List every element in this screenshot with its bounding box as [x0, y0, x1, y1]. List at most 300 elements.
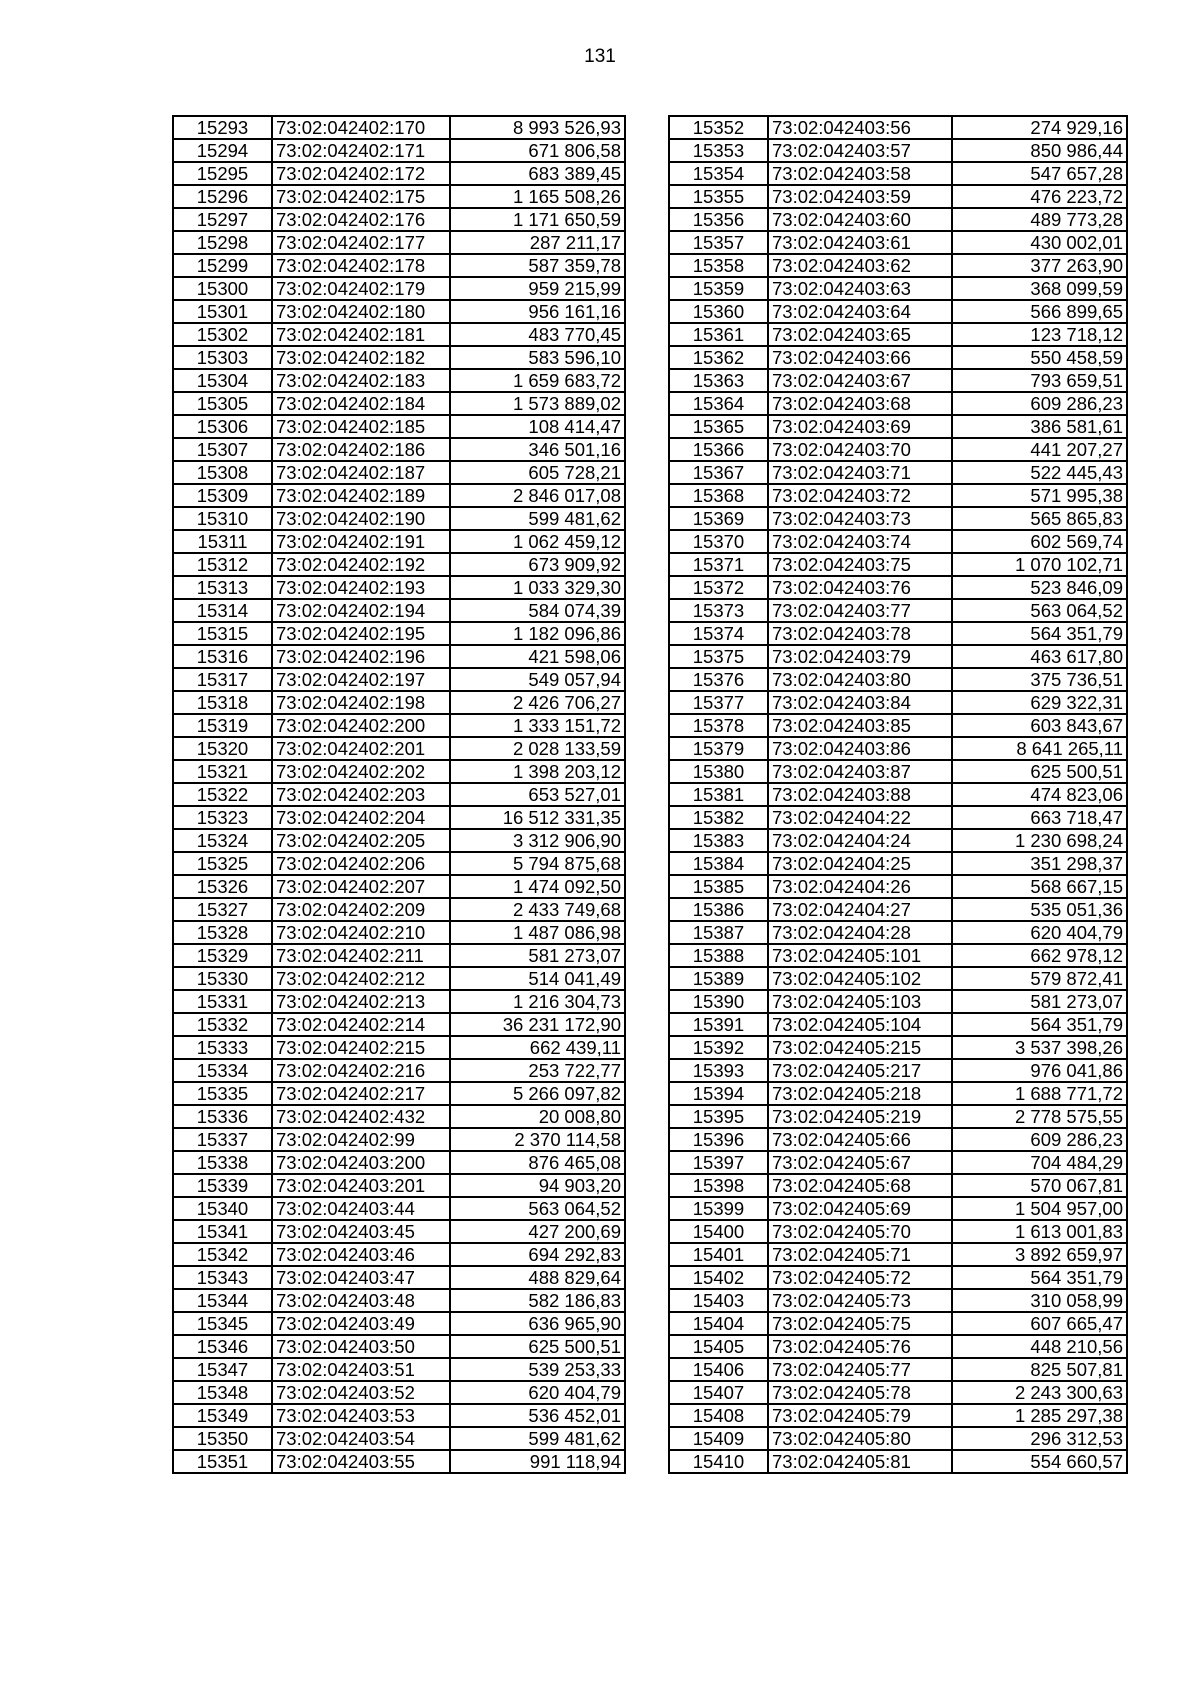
cadastral-number-cell: 73:02:042403:65: [768, 323, 952, 346]
value-cell: 514 041,49: [450, 967, 625, 990]
value-cell: 287 211,17: [450, 231, 625, 254]
row-number-cell: 15355: [669, 185, 768, 208]
row-number-cell: 15357: [669, 231, 768, 254]
cadastral-number-cell: 73:02:042403:200: [272, 1151, 450, 1174]
table-row: [173, 1427, 625, 1450]
cadastral-number-cell: 73:02:042403:62: [768, 254, 952, 277]
cadastral-number-cell: 73:02:042403:61: [768, 231, 952, 254]
row-number-cell: 15383: [669, 829, 768, 852]
table-row: [173, 1404, 625, 1427]
row-number-cell: 15304: [173, 369, 272, 392]
row-number-cell: 15319: [173, 714, 272, 737]
row-number-cell: 15346: [173, 1335, 272, 1358]
value-cell: 1 165 508,26: [450, 185, 625, 208]
row-number-cell: 15373: [669, 599, 768, 622]
table-row: [669, 392, 1127, 415]
row-number-cell: 15376: [669, 668, 768, 691]
cadastral-number-cell: 73:02:042403:87: [768, 760, 952, 783]
table-row: [173, 1174, 625, 1197]
row-number-cell: 15353: [669, 139, 768, 162]
cadastral-number-cell: 73:02:042405:67: [768, 1151, 952, 1174]
table-row: [173, 645, 625, 668]
row-number-cell: 15318: [173, 691, 272, 714]
value-cell: 793 659,51: [952, 369, 1127, 392]
value-cell: 427 200,69: [450, 1220, 625, 1243]
row-number-cell: 15403: [669, 1289, 768, 1312]
row-number-cell: 15402: [669, 1266, 768, 1289]
cadastral-number-cell: 73:02:042402:181: [272, 323, 450, 346]
value-cell: 5 266 097,82: [450, 1082, 625, 1105]
value-cell: 564 351,79: [952, 622, 1127, 645]
value-cell: 976 041,86: [952, 1059, 1127, 1082]
value-cell: 2 370 114,58: [450, 1128, 625, 1151]
row-number-cell: 15363: [669, 369, 768, 392]
value-cell: 599 481,62: [450, 507, 625, 530]
row-number-cell: 15384: [669, 852, 768, 875]
table-row: [173, 1151, 625, 1174]
value-cell: 570 067,81: [952, 1174, 1127, 1197]
row-number-cell: 15352: [669, 116, 768, 139]
row-number-cell: 15366: [669, 438, 768, 461]
value-cell: 704 484,29: [952, 1151, 1127, 1174]
row-number-cell: 15400: [669, 1220, 768, 1243]
value-cell: 522 445,43: [952, 461, 1127, 484]
table-row: [173, 944, 625, 967]
row-number-cell: 15340: [173, 1197, 272, 1220]
value-cell: 602 569,74: [952, 530, 1127, 553]
value-cell: 579 872,41: [952, 967, 1127, 990]
value-cell: 629 322,31: [952, 691, 1127, 714]
value-cell: 582 186,83: [450, 1289, 625, 1312]
row-number-cell: 15361: [669, 323, 768, 346]
row-number-cell: 15410: [669, 1450, 768, 1473]
value-cell: 2 426 706,27: [450, 691, 625, 714]
row-number-cell: 15380: [669, 760, 768, 783]
cadastral-number-cell: 73:02:042402:176: [272, 208, 450, 231]
table-row: [173, 1335, 625, 1358]
row-number-cell: 15313: [173, 576, 272, 599]
table-row: [669, 277, 1127, 300]
cadastral-number-cell: 73:02:042403:68: [768, 392, 952, 415]
cadastral-number-cell: 73:02:042405:80: [768, 1427, 952, 1450]
table-row: [669, 185, 1127, 208]
value-cell: 488 829,64: [450, 1266, 625, 1289]
row-number-cell: 15378: [669, 714, 768, 737]
value-cell: 959 215,99: [450, 277, 625, 300]
table-row: [669, 806, 1127, 829]
value-cell: 673 909,92: [450, 553, 625, 576]
table-row: [173, 599, 625, 622]
value-cell: 483 770,45: [450, 323, 625, 346]
value-cell: 2 846 017,08: [450, 484, 625, 507]
cadastral-number-cell: 73:02:042403:63: [768, 277, 952, 300]
cadastral-number-cell: 73:02:042403:76: [768, 576, 952, 599]
row-number-cell: 15349: [173, 1404, 272, 1427]
cadastral-number-cell: 73:02:042402:172: [272, 162, 450, 185]
table-row: [173, 162, 625, 185]
value-cell: 448 210,56: [952, 1335, 1127, 1358]
table-row: [669, 622, 1127, 645]
table-row: [669, 1312, 1127, 1335]
value-cell: 2 243 300,63: [952, 1381, 1127, 1404]
cadastral-number-cell: 73:02:042403:72: [768, 484, 952, 507]
value-cell: 587 359,78: [450, 254, 625, 277]
table-row: [669, 300, 1127, 323]
table-row: [669, 139, 1127, 162]
table-row: [173, 990, 625, 1013]
row-number-cell: 15387: [669, 921, 768, 944]
cadastral-number-cell: 73:02:042403:79: [768, 645, 952, 668]
row-number-cell: 15390: [669, 990, 768, 1013]
row-number-cell: 15294: [173, 139, 272, 162]
cadastral-number-cell: 73:02:042403:77: [768, 599, 952, 622]
value-cell: 1 230 698,24: [952, 829, 1127, 852]
row-number-cell: 15348: [173, 1381, 272, 1404]
cadastral-number-cell: 73:02:042405:215: [768, 1036, 952, 1059]
row-number-cell: 15326: [173, 875, 272, 898]
table-row: [173, 829, 625, 852]
table-row: [669, 944, 1127, 967]
value-cell: 607 665,47: [952, 1312, 1127, 1335]
table-row: [669, 1427, 1127, 1450]
cadastral-number-cell: 73:02:042403:85: [768, 714, 952, 737]
table-row: [173, 461, 625, 484]
table-row: [669, 875, 1127, 898]
row-number-cell: 15370: [669, 530, 768, 553]
cadastral-number-cell: 73:02:042402:171: [272, 139, 450, 162]
row-number-cell: 15296: [173, 185, 272, 208]
value-cell: 581 273,07: [952, 990, 1127, 1013]
value-cell: 605 728,21: [450, 461, 625, 484]
cadastral-number-cell: 73:02:042403:60: [768, 208, 952, 231]
table-row: [173, 760, 625, 783]
cadastral-number-cell: 73:02:042402:209: [272, 898, 450, 921]
value-cell: 1 487 086,98: [450, 921, 625, 944]
table-row: [669, 1220, 1127, 1243]
value-cell: 663 718,47: [952, 806, 1127, 829]
table-row: [173, 1059, 625, 1082]
table-row: [173, 1450, 625, 1473]
value-cell: 1 659 683,72: [450, 369, 625, 392]
table-row: [669, 254, 1127, 277]
cadastral-number-cell: 73:02:042403:50: [272, 1335, 450, 1358]
cadastral-number-cell: 73:02:042402:180: [272, 300, 450, 323]
table-row: [669, 1404, 1127, 1427]
value-cell: 296 312,53: [952, 1427, 1127, 1450]
table-row: [669, 1013, 1127, 1036]
cadastral-number-cell: 73:02:042405:101: [768, 944, 952, 967]
row-number-cell: 15369: [669, 507, 768, 530]
value-cell: 253 722,77: [450, 1059, 625, 1082]
table-row: [173, 1197, 625, 1220]
table-row: [669, 369, 1127, 392]
row-number-cell: 15404: [669, 1312, 768, 1335]
cadastral-number-cell: 73:02:042405:76: [768, 1335, 952, 1358]
table-row: [173, 346, 625, 369]
cadastral-number-cell: 73:02:042402:216: [272, 1059, 450, 1082]
cadastral-number-cell: 73:02:042405:70: [768, 1220, 952, 1243]
table-body: [669, 116, 1127, 1473]
table-row: [173, 254, 625, 277]
value-cell: 1 573 889,02: [450, 392, 625, 415]
value-cell: 351 298,37: [952, 852, 1127, 875]
cadastral-number-cell: 73:02:042402:210: [272, 921, 450, 944]
row-number-cell: 15374: [669, 622, 768, 645]
cadastral-number-cell: 73:02:042402:187: [272, 461, 450, 484]
value-cell: 20 008,80: [450, 1105, 625, 1128]
value-cell: 564 351,79: [952, 1013, 1127, 1036]
table-row: [669, 461, 1127, 484]
cadastral-number-cell: 73:02:042405:103: [768, 990, 952, 1013]
table-row: [173, 231, 625, 254]
cadastral-number-cell: 73:02:042403:78: [768, 622, 952, 645]
table-row: [173, 530, 625, 553]
row-number-cell: 15330: [173, 967, 272, 990]
table-row: [173, 116, 625, 139]
value-cell: 563 064,52: [450, 1197, 625, 1220]
value-cell: 1 182 096,86: [450, 622, 625, 645]
table-row: [173, 714, 625, 737]
row-number-cell: 15308: [173, 461, 272, 484]
cadastral-number-cell: 73:02:042402:177: [272, 231, 450, 254]
cadastral-number-cell: 73:02:042402:182: [272, 346, 450, 369]
row-number-cell: 15396: [669, 1128, 768, 1151]
row-number-cell: 15307: [173, 438, 272, 461]
table-row: [173, 737, 625, 760]
cadastral-number-cell: 73:02:042405:69: [768, 1197, 952, 1220]
row-number-cell: 15385: [669, 875, 768, 898]
row-number-cell: 15301: [173, 300, 272, 323]
row-number-cell: 15305: [173, 392, 272, 415]
table-row: [173, 1358, 625, 1381]
row-number-cell: 15368: [669, 484, 768, 507]
cadastral-number-cell: 73:02:042403:46: [272, 1243, 450, 1266]
value-cell: 554 660,57: [952, 1450, 1127, 1473]
row-number-cell: 15300: [173, 277, 272, 300]
row-number-cell: 15401: [669, 1243, 768, 1266]
row-number-cell: 15302: [173, 323, 272, 346]
table-row: [173, 1220, 625, 1243]
value-cell: 377 263,90: [952, 254, 1127, 277]
table-row: [669, 1243, 1127, 1266]
cadastral-number-cell: 73:02:042402:178: [272, 254, 450, 277]
cadastral-number-cell: 73:02:042404:26: [768, 875, 952, 898]
row-number-cell: 15306: [173, 415, 272, 438]
table-row: [173, 1312, 625, 1335]
cadastral-number-cell: 73:02:042403:84: [768, 691, 952, 714]
cadastral-number-cell: 73:02:042403:71: [768, 461, 952, 484]
cadastral-number-cell: 73:02:042403:47: [272, 1266, 450, 1289]
row-number-cell: 15394: [669, 1082, 768, 1105]
table-row: [173, 1289, 625, 1312]
row-number-cell: 15351: [173, 1450, 272, 1473]
table-row: [669, 208, 1127, 231]
row-number-cell: 15336: [173, 1105, 272, 1128]
registry-table-left: [172, 115, 626, 1474]
row-number-cell: 15409: [669, 1427, 768, 1450]
row-number-cell: 15324: [173, 829, 272, 852]
table-row: [173, 622, 625, 645]
row-number-cell: 15347: [173, 1358, 272, 1381]
table-row: [669, 346, 1127, 369]
cadastral-number-cell: 73:02:042402:202: [272, 760, 450, 783]
table-row: [669, 1036, 1127, 1059]
table-row: [669, 231, 1127, 254]
cadastral-number-cell: 73:02:042405:71: [768, 1243, 952, 1266]
row-number-cell: 15339: [173, 1174, 272, 1197]
table-row: [669, 898, 1127, 921]
row-number-cell: 15317: [173, 668, 272, 691]
value-cell: 671 806,58: [450, 139, 625, 162]
row-number-cell: 15303: [173, 346, 272, 369]
cadastral-number-cell: 73:02:042403:56: [768, 116, 952, 139]
page-number: 131: [584, 46, 616, 67]
table-row: [669, 1358, 1127, 1381]
cadastral-number-cell: 73:02:042403:45: [272, 1220, 450, 1243]
value-cell: 476 223,72: [952, 185, 1127, 208]
row-number-cell: 15334: [173, 1059, 272, 1082]
row-number-cell: 15323: [173, 806, 272, 829]
cadastral-number-cell: 73:02:042402:217: [272, 1082, 450, 1105]
table-row: [173, 415, 625, 438]
cadastral-number-cell: 73:02:042402:186: [272, 438, 450, 461]
value-cell: 310 058,99: [952, 1289, 1127, 1312]
value-cell: 625 500,51: [952, 760, 1127, 783]
table-row: [669, 1151, 1127, 1174]
value-cell: 566 899,65: [952, 300, 1127, 323]
value-cell: 123 718,12: [952, 323, 1127, 346]
row-number-cell: 15329: [173, 944, 272, 967]
cadastral-number-cell: 73:02:042402:193: [272, 576, 450, 599]
cadastral-number-cell: 73:02:042402:179: [272, 277, 450, 300]
table-row: [173, 852, 625, 875]
table-row: [173, 208, 625, 231]
row-number-cell: 15362: [669, 346, 768, 369]
cadastral-number-cell: 73:02:042402:201: [272, 737, 450, 760]
table-row: [669, 162, 1127, 185]
row-number-cell: 15298: [173, 231, 272, 254]
value-cell: 1 474 092,50: [450, 875, 625, 898]
cadastral-number-cell: 73:02:042403:52: [272, 1381, 450, 1404]
registry-table-right: [668, 115, 1128, 1474]
table-row: [173, 139, 625, 162]
cadastral-number-cell: 73:02:042403:80: [768, 668, 952, 691]
row-number-cell: 15295: [173, 162, 272, 185]
value-cell: 876 465,08: [450, 1151, 625, 1174]
table-row: [173, 898, 625, 921]
row-number-cell: 15371: [669, 553, 768, 576]
table-row: [669, 323, 1127, 346]
table-row: [669, 967, 1127, 990]
row-number-cell: 15397: [669, 1151, 768, 1174]
cadastral-number-cell: 73:02:042403:58: [768, 162, 952, 185]
row-number-cell: 15377: [669, 691, 768, 714]
value-cell: 3 537 398,26: [952, 1036, 1127, 1059]
cadastral-number-cell: 73:02:042402:432: [272, 1105, 450, 1128]
value-cell: 1 333 151,72: [450, 714, 625, 737]
row-number-cell: 15359: [669, 277, 768, 300]
cadastral-number-cell: 73:02:042402:215: [272, 1036, 450, 1059]
row-number-cell: 15312: [173, 553, 272, 576]
cadastral-number-cell: 73:02:042402:175: [272, 185, 450, 208]
table-row: [669, 1059, 1127, 1082]
cadastral-number-cell: 73:02:042402:196: [272, 645, 450, 668]
table-row: [669, 783, 1127, 806]
value-cell: 3 892 659,97: [952, 1243, 1127, 1266]
table-row: [669, 507, 1127, 530]
row-number-cell: 15350: [173, 1427, 272, 1450]
value-cell: 463 617,80: [952, 645, 1127, 668]
value-cell: 1 688 771,72: [952, 1082, 1127, 1105]
row-number-cell: 15354: [669, 162, 768, 185]
cadastral-number-cell: 73:02:042403:75: [768, 553, 952, 576]
cadastral-number-cell: 73:02:042403:57: [768, 139, 952, 162]
row-number-cell: 15309: [173, 484, 272, 507]
row-number-cell: 15391: [669, 1013, 768, 1036]
row-number-cell: 15360: [669, 300, 768, 323]
cadastral-number-cell: 73:02:042402:189: [272, 484, 450, 507]
value-cell: 94 903,20: [450, 1174, 625, 1197]
cadastral-number-cell: 73:02:042404:24: [768, 829, 952, 852]
cadastral-number-cell: 73:02:042402:203: [272, 783, 450, 806]
row-number-cell: 15333: [173, 1036, 272, 1059]
cadastral-number-cell: 73:02:042405:68: [768, 1174, 952, 1197]
table-row: [669, 1266, 1127, 1289]
value-cell: 421 598,06: [450, 645, 625, 668]
row-number-cell: 15372: [669, 576, 768, 599]
table-row: [669, 760, 1127, 783]
cadastral-number-cell: 73:02:042405:218: [768, 1082, 952, 1105]
row-number-cell: 15388: [669, 944, 768, 967]
table-row: [669, 1450, 1127, 1473]
value-cell: 991 118,94: [450, 1450, 625, 1473]
cadastral-number-cell: 73:02:042402:198: [272, 691, 450, 714]
table-row: [669, 1128, 1127, 1151]
cadastral-number-cell: 73:02:042403:86: [768, 737, 952, 760]
row-number-cell: 15398: [669, 1174, 768, 1197]
value-cell: 625 500,51: [450, 1335, 625, 1358]
row-number-cell: 15381: [669, 783, 768, 806]
row-number-cell: 15389: [669, 967, 768, 990]
value-cell: 2 028 133,59: [450, 737, 625, 760]
table-row: [173, 783, 625, 806]
cadastral-number-cell: 73:02:042403:53: [272, 1404, 450, 1427]
value-cell: 547 657,28: [952, 162, 1127, 185]
cadastral-number-cell: 73:02:042403:55: [272, 1450, 450, 1473]
table-row: [173, 921, 625, 944]
cadastral-number-cell: 73:02:042402:185: [272, 415, 450, 438]
row-number-cell: 15299: [173, 254, 272, 277]
table-row: [173, 1243, 625, 1266]
cadastral-number-cell: 73:02:042403:70: [768, 438, 952, 461]
value-cell: 346 501,16: [450, 438, 625, 461]
table-row: [669, 1082, 1127, 1105]
row-number-cell: 15382: [669, 806, 768, 829]
row-number-cell: 15356: [669, 208, 768, 231]
cadastral-number-cell: 73:02:042405:77: [768, 1358, 952, 1381]
row-number-cell: 15320: [173, 737, 272, 760]
row-number-cell: 15337: [173, 1128, 272, 1151]
table-row: [173, 576, 625, 599]
value-cell: 584 074,39: [450, 599, 625, 622]
table-row: [173, 553, 625, 576]
cadastral-number-cell: 73:02:042404:28: [768, 921, 952, 944]
value-cell: 8 641 265,11: [952, 737, 1127, 760]
table-row: [669, 691, 1127, 714]
value-cell: 662 439,11: [450, 1036, 625, 1059]
row-number-cell: 15367: [669, 461, 768, 484]
row-number-cell: 15395: [669, 1105, 768, 1128]
